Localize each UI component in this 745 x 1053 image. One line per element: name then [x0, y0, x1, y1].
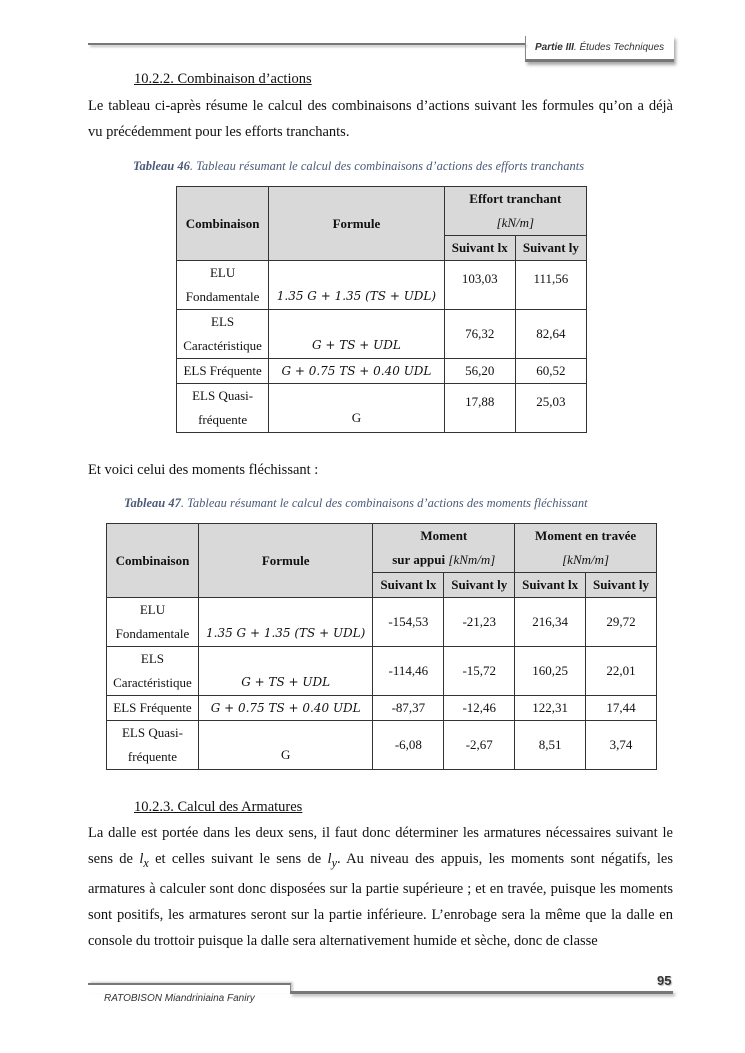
table-row: ELS Quasi- fréquente G -6,08 -2,67 8,51 3,74: [107, 721, 657, 770]
col-formule: Formule: [269, 187, 444, 261]
header-part: Partie III: [535, 42, 574, 53]
table-row: ELS Fréquente G + 0.75 TS + 0.40 UDL -87,37 -12,46 122,31 17,44: [107, 696, 657, 721]
footer-tab: [88, 983, 291, 993]
col-suivant-ly: Suivant ly: [515, 236, 586, 261]
page-number: 95: [657, 973, 672, 988]
col-travee-lx: Suivant lx: [515, 573, 586, 598]
table-row: ELS Fréquente G + 0.75 TS + 0.40 UDL 56,20 60,52: [177, 359, 587, 384]
col-moment-travee: Moment en travée [kNm/m]: [515, 524, 657, 573]
table-row: ELU Fondamentale 1.35 G + 1.35 (TS + UDL) 103,03 111,56: [177, 261, 587, 310]
footer-rule: [290, 991, 673, 994]
header-subtitle: . Études Techniques: [573, 42, 665, 53]
footer-author: RATOBISON Miandriniaina Faniry: [104, 993, 255, 1004]
col-combinaison: Combinaison: [107, 524, 199, 598]
col-appui-ly: Suivant ly: [444, 573, 515, 598]
table-moments-flechissant: [106, 523, 657, 770]
col-appui-lx: Suivant lx: [373, 573, 444, 598]
ly-symbol: $l_y$: [327, 851, 337, 870]
table-row: ELS Caractéristique G + TS + UDL 76,32 82,64: [177, 310, 587, 359]
section-heading-armatures: 10.2.3. Calcul des Armatures: [134, 799, 303, 815]
col-travee-ly: Suivant ly: [586, 573, 657, 598]
intro-paragraph: Le tableau ci-après résume le calcul des combinaisons d’actions suivant les formules qu’on a déjà vu précédemment pour les efforts tranchants.: [88, 98, 673, 140]
col-combinaison: Combinaison: [177, 187, 269, 261]
col-effort-tranchant: Effort tranchant [kN/m]: [444, 187, 586, 236]
moments-intro: Et voici celui des moments fléchissant :: [88, 462, 319, 478]
table-row: ELS Quasi- fréquente G 17,88 25,03: [177, 384, 587, 433]
table-efforts-tranchants: [176, 186, 587, 433]
armatures-paragraph: La dalle est portée dans les deux sens, il faut donc déterminer les armatures nécessaires suivant le sens de $l_x$ et celles suivant le sens de $l_y$. Au niveau des appuis, les moments sont négatifs, les armatures à calculer sont donc disposées sur la partie supérieure ; et en travée, puisque les moments sont positifs, les armatures seront sur la partie inférieure. L’enrobage sera la même que la dalle en console du trottoir puisque la dalle sera alternativement humide et sèche, donc de classe: [88, 825, 673, 949]
table47-caption: Tableau 47. Tableau résumant le calcul des combinaisons d’actions des moments fléchissant: [124, 496, 588, 510]
col-suivant-lx: Suivant lx: [444, 236, 515, 261]
section-heading-combinaison: 10.2.2. Combinaison d’actions: [134, 71, 312, 87]
header-rule: [88, 43, 525, 45]
col-formule: Formule: [198, 524, 372, 598]
table-row: ELU Fondamentale 1.35 G + 1.35 (TS + UDL) -154,53 -21,23 216,34 29,72: [107, 598, 657, 647]
col-moment-appui: Moment sur appui [kNm/m]: [373, 524, 515, 573]
table46-caption: Tableau 46. Tableau résumant le calcul des combinaisons d’actions des efforts tranchants: [133, 159, 585, 173]
lx-symbol: $l_x$: [139, 851, 149, 870]
table-row: ELS Caractéristique G + TS + UDL -114,46 -15,72 160,25 22,01: [107, 647, 657, 696]
header-title: [535, 42, 664, 53]
